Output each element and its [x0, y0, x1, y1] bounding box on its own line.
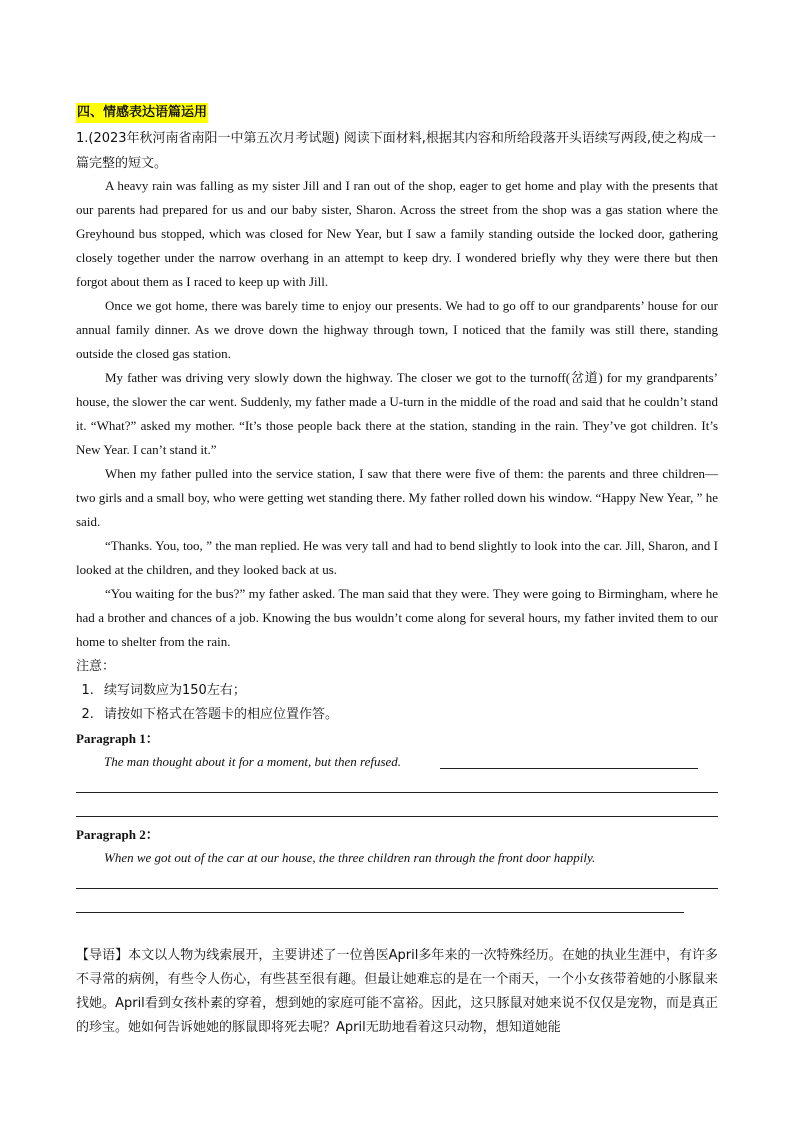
notes-list [76, 679, 718, 727]
story-paragraph: A heavy rain was falling as my sister Jill and I ran out of the shop, eager to get home and play with the presents that our parents had prepared for us and our baby sister, Sharon. Across the street from the shop was a gas station where the Greyhound bus stopped, which was closed for New Year, but I saw a family standing outside the locked door, gathering closely together under the narrow overhang in an attempt to keep dry. I wondered briefly why they were there but then forgot about them as I raced to keep up with Jill. [76, 178, 718, 289]
question-intro-text: 1.(2023年秋河南省南阳一中第五次月考试题) 阅读下面材料,根据其内容和所给段落开头语续写两段,使之构成一篇完整的短文。 [76, 131, 717, 171]
paragraph1-answer-line[interactable] [440, 768, 698, 769]
story-paragraph: When my father pulled into the service station, I saw that there were five of them: the parents and three children— two girls and a small boy, who were getting wet standing there. My father rolled down his window. “Happy New Year, ” he said. [76, 466, 718, 529]
notes-item: 1. 续写词数应为150左右； [98, 679, 718, 703]
paragraph2-answer-line[interactable] [76, 888, 718, 889]
story-text [76, 174, 718, 654]
story-paragraph: Once we got home, there was barely time to enjoy our presents. We had to go off to our grandparents’ house for our annual family dinner. As we drove down the highway through town, I noticed that the family was still there, standing outside the closed gas station. [76, 298, 718, 361]
guide-text: 【导语】本文以人物为线索展开，主要讲述了一位兽医April多年来的一次特殊经历。在她的执业生涯中，有许多不寻常的病例，有些令人伤心，有些甚至很有趣。但最让她难忘的是在一个雨天，一个小女孩带着她的小豚鼠来找她。April看到女孩朴素的穿着，想到她的家庭可能不富裕。因此，这只豚鼠对她来说不仅仅是宠物，而是真正的珍宝。她如何告诉她她的豚鼠即将死去呢？April无助地看着这只动物，想知道她能 [76, 948, 718, 1035]
notes-item: 2. 请按如下格式在答题卡的相应位置作答。 [98, 703, 718, 727]
paragraph1-label: Paragraph 1： [76, 731, 159, 746]
paragraph2-start: When we got out of the car at our house, the three children ran through the front door happily. [104, 850, 596, 865]
section-title: 四、情感表达语篇运用 [76, 103, 208, 123]
paragraph2-answer-line[interactable] [76, 912, 684, 913]
story-paragraph: “Thanks. You, too, ” the man replied. He was very tall and had to bend slightly to look into the car. Jill, Sharon, and I looked at the children, and they looked back at us. [76, 538, 718, 577]
question-intro [76, 126, 718, 176]
story-paragraph: “You waiting for the bus?” my father asked. The man said that they were. They were going to Birmingham, where he had a brother and chances of a job. Knowing the bus wouldn’t come along for several hours, my father invited them to our home to shelter from the rain. [76, 586, 718, 649]
paragraph1-start: The man thought about it for a moment, but then refused. [104, 754, 402, 769]
story-paragraph: My father was driving very slowly down the highway. The closer we got to the turnoff(岔道) for my grandparents’ house, the slower the car went. Suddenly, my father made a U-turn in the middle of the road and said that he couldn’t stand it. “What?” asked my mother. “It’s those people back there at the station, standing in the rain. They’ve got children. It’s New Year. I can’t stand it.” [76, 370, 718, 457]
notes-label: 注意： [76, 659, 116, 674]
notes-section [76, 655, 718, 727]
paragraph2-label: Paragraph 2： [76, 827, 159, 842]
paragraph1-answer-line[interactable] [76, 816, 718, 817]
paragraph1-answer-line[interactable] [76, 792, 718, 793]
